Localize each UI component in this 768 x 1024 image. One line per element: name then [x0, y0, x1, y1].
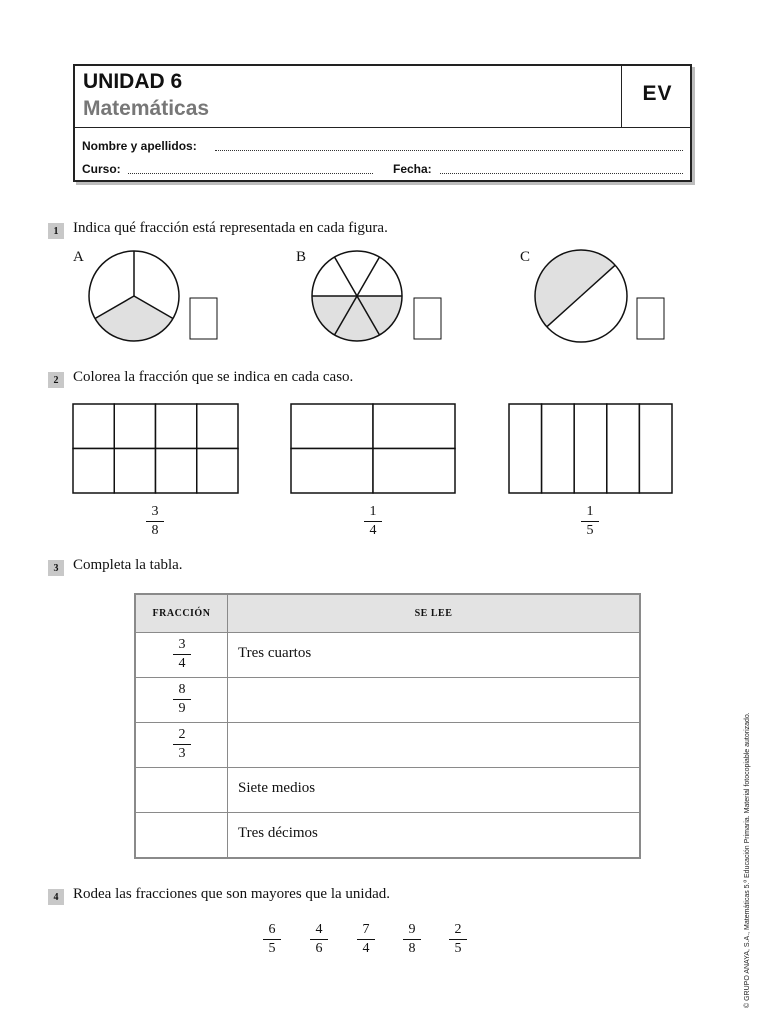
fraction-bar — [263, 939, 281, 940]
table-row-2-fraction — [173, 682, 191, 717]
fraction-bar — [449, 939, 467, 940]
q4-fraction-2-numerator: 4 — [315, 922, 323, 937]
table-row-1-fraction — [173, 637, 191, 672]
course-label: Curso: — [82, 162, 121, 176]
table-column-divider — [227, 595, 228, 857]
grid-cell[interactable] — [291, 449, 373, 494]
grid-cell[interactable] — [607, 404, 640, 493]
date-label: Fecha: — [393, 162, 432, 176]
grid-1-numerator: 3 — [151, 504, 159, 519]
table-row-5-fraction-input[interactable] — [140, 817, 224, 855]
grid-cell[interactable] — [73, 404, 114, 449]
fraction-table — [134, 593, 641, 859]
pie-figure-a — [89, 251, 179, 341]
table-row-divider — [136, 677, 639, 678]
fraction-bar — [173, 654, 191, 655]
answer-box-a[interactable] — [190, 298, 217, 339]
pie-figure-c — [535, 250, 627, 342]
grid-cell[interactable] — [373, 404, 455, 449]
q4-fraction-3[interactable] — [357, 922, 375, 957]
table-row-3-fraction — [173, 727, 191, 762]
q4-fraction-5[interactable] — [449, 922, 467, 957]
grid-3-numerator: 1 — [586, 504, 594, 519]
fraction-bar — [581, 521, 599, 522]
question-2-number: 2 — [48, 372, 64, 388]
grid-1-denominator: 8 — [151, 523, 159, 538]
grid-cell[interactable] — [574, 404, 607, 493]
grid-figure-3 — [509, 404, 672, 493]
fraction-bar — [173, 699, 191, 700]
figure-b-label: B — [296, 249, 307, 265]
table-row-4-reads: Siete medios — [238, 780, 316, 796]
table-row-2-reads-input[interactable] — [238, 690, 628, 710]
row-3-denominator: 3 — [178, 746, 186, 761]
question-1-text: Indica qué fracción está representada en cada figura. — [73, 220, 388, 236]
row-3-numerator: 2 — [178, 727, 186, 742]
grid-2-fraction — [364, 504, 382, 539]
table-row-divider — [136, 632, 639, 633]
name-label: Nombre y apellidos: — [82, 139, 197, 153]
grid-figure-2 — [291, 404, 455, 493]
q4-fraction-3-denominator: 4 — [362, 941, 370, 956]
q4-fraction-5-numerator: 2 — [454, 922, 462, 937]
grid-3-denominator: 5 — [586, 523, 594, 538]
table-header-fraction: FRACCIÓN — [136, 595, 227, 632]
grid-cell[interactable] — [73, 449, 114, 494]
q4-fraction-1-numerator: 6 — [268, 922, 276, 937]
question-4-text: Rodea las fracciones que son mayores que la unidad. — [73, 886, 390, 902]
grid-cell[interactable] — [114, 449, 155, 494]
grid-figure-1 — [73, 404, 238, 493]
ev-badge: EV — [642, 82, 673, 105]
grid-cell[interactable] — [639, 404, 672, 493]
grid-cell[interactable] — [197, 449, 238, 494]
table-row-divider — [136, 767, 639, 768]
fraction-bar — [173, 744, 191, 745]
grid-cell[interactable] — [156, 449, 197, 494]
grid-cell[interactable] — [197, 404, 238, 449]
question-4-number: 4 — [48, 889, 64, 905]
grid-2-numerator: 1 — [369, 504, 377, 519]
table-row-divider — [136, 812, 639, 813]
q4-fraction-1-denominator: 5 — [268, 941, 276, 956]
pie-divider — [335, 257, 358, 296]
copyright-notice: © GRUPO ANAYA, S.A., Matemáticas 5.º Educación Primaria. Material fotocopiable autorizado. — [744, 712, 751, 1008]
row-2-numerator: 8 — [178, 682, 186, 697]
q4-fraction-1[interactable] — [263, 922, 281, 957]
table-row-4-fraction-input[interactable] — [140, 772, 224, 810]
q4-fraction-2[interactable] — [310, 922, 328, 957]
row-1-numerator: 3 — [178, 637, 186, 652]
fraction-bar — [364, 521, 382, 522]
figure-a-label: A — [73, 249, 84, 265]
grid-3-fraction — [581, 504, 599, 539]
q4-fraction-3-numerator: 7 — [362, 922, 370, 937]
q4-fraction-4-numerator: 9 — [408, 922, 416, 937]
grid-cell[interactable] — [542, 404, 575, 493]
table-header-reads: SE LEE — [228, 595, 639, 632]
grid-1-fraction — [146, 504, 164, 539]
question-3-text: Completa la tabla. — [73, 557, 183, 573]
question-3-number: 3 — [48, 560, 64, 576]
table-row-3-reads-input[interactable] — [238, 735, 628, 755]
fraction-bar — [403, 939, 421, 940]
fraction-bar — [146, 521, 164, 522]
grid-2-denominator: 4 — [369, 523, 377, 538]
answer-box-b[interactable] — [414, 298, 441, 339]
pie-divider — [357, 257, 380, 296]
grid-cell[interactable] — [156, 404, 197, 449]
q4-fraction-5-denominator: 5 — [454, 941, 462, 956]
fraction-bar — [357, 939, 375, 940]
q4-fraction-2-denominator: 6 — [315, 941, 323, 956]
unit-title: UNIDAD 6 — [83, 70, 183, 93]
subject-title: Matemáticas — [83, 97, 210, 120]
pie-figure-b — [312, 251, 402, 341]
grid-cell[interactable] — [509, 404, 542, 493]
grid-cell[interactable] — [373, 449, 455, 494]
table-row-1-reads: Tres cuartos — [238, 645, 312, 661]
fraction-bar — [310, 939, 328, 940]
q4-fraction-4[interactable] — [403, 922, 421, 957]
question-1-number: 1 — [48, 223, 64, 239]
table-row-divider — [136, 722, 639, 723]
figure-c-label: C — [520, 249, 531, 265]
shaded-sector — [535, 250, 615, 327]
row-1-denominator: 4 — [178, 656, 186, 671]
q4-fraction-4-denominator: 8 — [408, 941, 416, 956]
answer-box-c[interactable] — [637, 298, 664, 339]
shaded-sector — [95, 296, 173, 341]
row-2-denominator: 9 — [178, 701, 186, 716]
grid-cell[interactable] — [114, 404, 155, 449]
table-row-5-reads: Tres décimos — [238, 825, 318, 841]
question-2-text: Colorea la fracción que se indica en cada caso. — [73, 369, 354, 385]
grid-cell[interactable] — [291, 404, 373, 449]
